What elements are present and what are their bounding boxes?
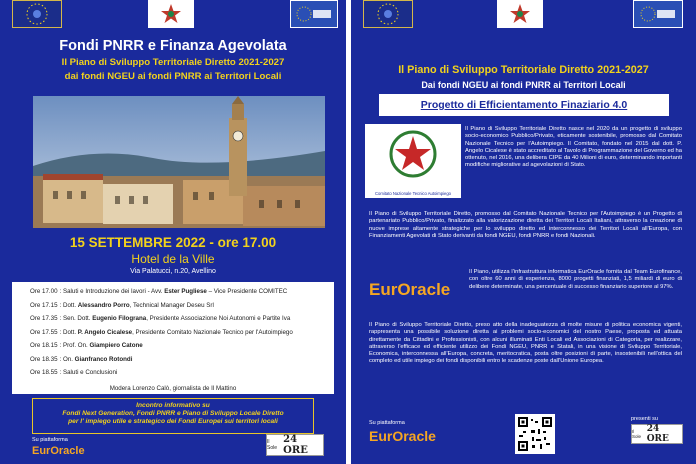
- paragraph-2: Il Piano di Sviluppo Territoriale Diretto, promosso dal Comitato Nazionale Tecnico per l'Autoimpiego è un Progetto di partenariato Pubblico/Privato, finalizzato alla valorizzazione diretta dei Territori Locali Italiani, attraverso la creazione di nuove imprese altamente strategiche per lo sviluppo diretto ed interconnesso dei Territori Locali all'Europa, con Finanziamenti Agevolati di Stato derivanti da fondi NGEU, fondi PNRR e fondi Nazionali.: [369, 211, 682, 239]
- program-item: [30, 288, 287, 295]
- program-item: [30, 356, 132, 363]
- comitato-logo-icon: [497, 0, 543, 28]
- sole24ore-logo: [266, 434, 324, 456]
- euroracle-logo-large: EurOracle: [369, 280, 451, 299]
- euroracle-logo: EurOracle: [32, 445, 85, 457]
- event-title: Fondi PNRR e Finanza Agevolata: [59, 38, 287, 54]
- event-address: Via Palatucci, n.20, Avellino: [130, 268, 216, 275]
- program-speaker: Giampiero Catone: [89, 342, 143, 349]
- info-box: [32, 398, 314, 434]
- program-text: : Saluti e Introduzione dei lavori - Avv.: [59, 288, 165, 295]
- program-speaker: P. Angelo Cicalese: [77, 328, 133, 336]
- pnrr-logo-icon: [290, 0, 338, 28]
- event-venue: Hotel de la Ville: [131, 252, 215, 266]
- program-item: [30, 302, 214, 309]
- paragraph-3: Il Piano, utilizza l'infrastruttura informatica EurOracle fornita dal Team Eurofinance, con oltre 60 anni di esperienza, 8000 progetti finanziati, 1,5 miliardi di euro di delibere determinate, una percentuale di successo finanziario superiore al 97%.: [469, 269, 682, 290]
- program-role: – Vice Presidente COMITEC: [206, 288, 288, 295]
- paragraph-4: Il Piano di Sviluppo Territoriale Diretto, preso atto della inadeguatezza di molte misure di politica economica vigenti, rappresenta una possibile soluzione diretta ai problemi socio-economici del nostro Paese, proposta ed attuata direttamente da Cittadini e Professionisti, con alcuni illuminati Enti Locali ed Associazioni di Categoria, per realizzare, attraverso l'efficace ed efficiente utilizzo dei Fondi NGEU, PNRR e Statali, in una visione di Sviluppo Territoriale, Economica, interconnessa all'Europa, concreta, meritocratica, posta oltre posizioni di parte, insostenibili nell'ottica del completo ed utile impiego dei fondi disponibili entro le scadenze poste dall'Unione Europea.: [369, 322, 682, 365]
- left-poster: [0, 0, 346, 464]
- platform-label: Su piattaforma: [32, 437, 68, 443]
- plan-title: Il Piano di Sviluppo Territoriale Diretto 2021-2027: [398, 64, 649, 76]
- program-role: , Presidente Associazione Noi Autonomi e Partite Iva: [146, 315, 291, 322]
- program-item: [30, 329, 293, 336]
- program-speaker: Eugenio Filograna: [92, 315, 147, 322]
- moderator: Modera Lorenzo Calò, giornalista de Il Mattino: [109, 385, 237, 392]
- sole-small: Il Sole: [267, 439, 278, 451]
- event-subtitle-1: Il Piano di Sviluppo Territoriale Diretto 2021-2027: [61, 57, 285, 68]
- eu-logo-icon: [12, 0, 62, 28]
- info-line-3: per l' impiego utile e strategico dei Fondi Europei sui territori locali: [68, 418, 278, 425]
- sole-big: 24 ORE: [646, 424, 669, 444]
- program-time: Ore 17.35: [30, 315, 58, 322]
- program-speaker: Gianfranco Rotondi: [74, 355, 133, 363]
- program-time: Ore 17.55: [30, 328, 58, 336]
- paragraph-1: Il Piano di Sviluppo Territoriale Diretto nasce nel 2020 da un progetto di sviluppo socio-economico Pubblico/Privato, eticamente sostenibile, promosso dal Comitato Nazionale Tecnico per l'Autoimpiego. Il Comitato, fondato nel 2015 dal dott. P. Angelo Cicalese è stato accreditato al Tavolo di Programmazione del Governo ed ha ottenuto, nel 2016, una delibera CIPE da 40 Milioni di euro, determinando importanti modifiche migliorative ad agevolazioni di Stato.: [465, 126, 682, 169]
- presenti-label: presenti su: [631, 416, 658, 422]
- program-text: : Dott.: [59, 301, 78, 309]
- emblem-caption: Comitato Nazionale Tecnico Autoimpiego: [374, 191, 452, 196]
- event-subtitle-2: dai fondi NGEU ai fondi PNRR ai Territori Locali: [64, 71, 282, 82]
- eu-logo-icon: [363, 0, 413, 28]
- platform-label: Su piattaforma: [369, 420, 405, 426]
- program-time: Ore 17.00: [30, 288, 58, 295]
- comitato-logo-icon: [148, 0, 194, 28]
- program-text: : Sen. Dott.: [59, 315, 93, 322]
- program-time: Ore 18.55: [30, 369, 58, 376]
- program-role: , Technical Manager Deseu Srl: [129, 301, 214, 309]
- program-text: : On.: [59, 355, 75, 363]
- sole-big: 24 ORE: [283, 434, 308, 456]
- project-banner: [379, 94, 669, 116]
- program-role: , Presidente Comitato Nazionale Tecnico per l'Autoimpiego: [132, 328, 293, 336]
- info-title: Incontro informativo su: [136, 402, 210, 409]
- right-poster: [351, 0, 696, 464]
- program-text: : Dott.: [59, 328, 78, 336]
- euroracle-logo: EurOracle: [369, 428, 436, 444]
- emblem-box: [365, 124, 461, 198]
- program-panel: [12, 282, 334, 394]
- sole-small: Il Sole: [632, 429, 642, 439]
- program-time: Ore 17.15: [30, 301, 58, 309]
- program-speaker: Alessandro Porro: [77, 301, 130, 309]
- comitato-emblem-icon: [365, 124, 461, 186]
- program-time: Ore 18.35: [30, 355, 58, 363]
- info-line-2: Fondi Next Generation, Fondi PNRR e Piano di Sviluppo Locale Diretto: [62, 410, 284, 417]
- program-item: [30, 369, 117, 376]
- event-date: 15 SETTEMBRE 2022 - ore 17.00: [69, 235, 277, 250]
- sole24ore-logo: [631, 424, 683, 444]
- project-title: Progetto di Efficientamento Finaziario 4.0: [420, 99, 628, 111]
- program-item: [30, 315, 290, 322]
- program-item: [30, 342, 143, 349]
- program-speaker: Ester Pugliese: [164, 288, 207, 295]
- plan-subtitle: Dai fondi NGEU ai fondi PNRR ai Territori Locali: [421, 80, 626, 90]
- pnrr-logo-icon: [633, 0, 683, 28]
- qr-code-icon: [515, 414, 555, 454]
- program-text: : Saluti e Conclusioni: [59, 369, 118, 376]
- program-time: Ore 18.15: [30, 342, 58, 349]
- program-text: : Prof. On.: [59, 342, 90, 349]
- town-photo: [33, 96, 325, 228]
